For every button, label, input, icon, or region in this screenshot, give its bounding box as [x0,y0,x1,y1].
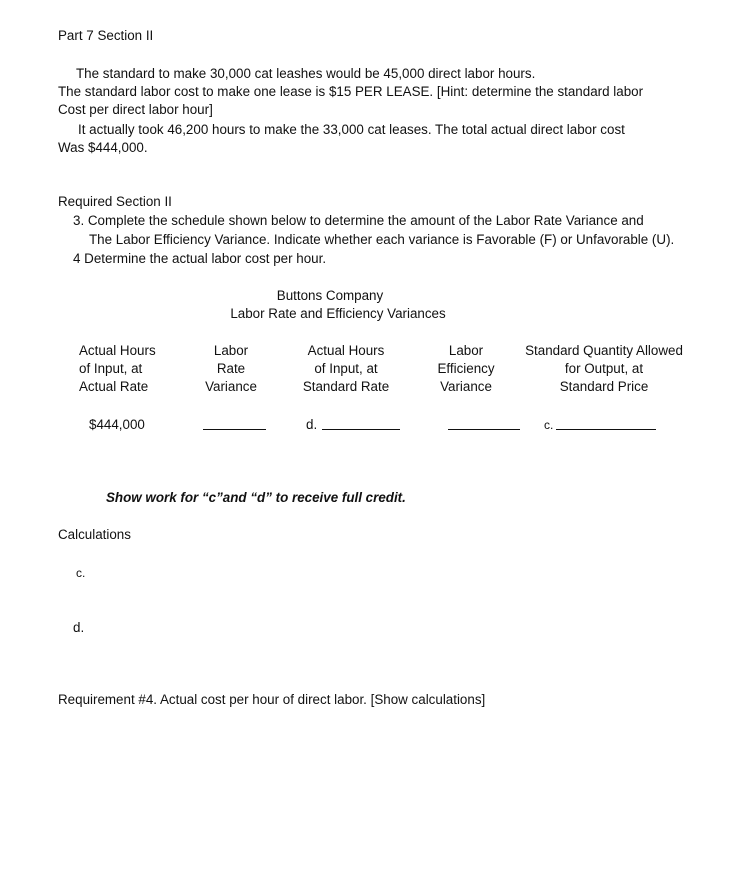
required-item-3: 3. Complete the schedule shown below to determine the amount of the Labor Rate Variance and [73,213,644,228]
column-header-line: Efficiency [437,361,495,376]
schedule-subtitle: Labor Rate and Efficiency Variances [230,306,446,321]
d-answer-blank[interactable] [322,417,400,430]
problem-line: Was $444,000. [58,140,148,155]
column-header-line: Standard Price [559,379,649,394]
column-rate-variance [196,342,266,396]
calculations-heading: Calculations [58,527,131,542]
column-actual-hours-standard-rate [296,342,396,396]
d-label: d. [306,417,318,432]
rate-variance-blank[interactable] [203,417,266,430]
column-header-line: Labor [448,343,484,358]
column-actual-cost [79,342,156,396]
column-header-line: Standard Quantity Allowed [525,343,683,358]
calculation-d-label: d. [73,620,85,635]
required-heading: Required Section II [58,194,172,209]
problem-line: The standard labor cost to make one lease is $15 PER LEASE. [Hint: determine the standard labor [58,84,644,99]
required-item-3-cont: The Labor Efficiency Variance. Indicate whether each variance is Favorable (F) or Unfavorable (U). [89,232,675,247]
problem-line: Cost per direct labor hour] [58,102,213,117]
page-title: Part 7 Section II [58,28,154,43]
problem-line: It actually took 46,200 hours to make the 33,000 cat leases. The total actual direct labor cost [78,122,625,137]
column-header-line: Rate [216,361,246,376]
column-header-line: Actual Rate [79,379,149,394]
c-answer-blank[interactable] [556,417,656,430]
show-work-note: Show work for “c”and “d” to receive full credit. [106,490,406,505]
column-header-line: Variance [440,379,492,394]
column-header-line: Actual Hours [79,343,156,358]
required-item-4: 4 Determine the actual labor cost per hour. [73,251,327,266]
requirement-4: Requirement #4. Actual cost per hour of direct labor. [Show calculations] [58,692,486,707]
column-header-line: of Input, at [79,361,143,376]
column-header-line: of Input, at [314,361,378,376]
column-header-line: Variance [205,379,257,394]
c-label: c. [544,418,554,432]
calculation-c-label: c. [76,566,86,580]
column-header-line: Actual Hours [307,343,385,358]
efficiency-variance-blank[interactable] [448,417,520,430]
schedule-company: Buttons Company [276,288,384,303]
column-header-line: for Output, at [564,361,644,376]
actual-cost-value: $444,000 [89,417,145,432]
column-header-line: Labor [213,343,249,358]
column-header-line: Standard Rate [302,379,390,394]
column-standard-quantity [514,342,694,396]
column-efficiency-variance [426,342,506,396]
problem-line: The standard to make 30,000 cat leashes would be 45,000 direct labor hours. [76,66,536,81]
